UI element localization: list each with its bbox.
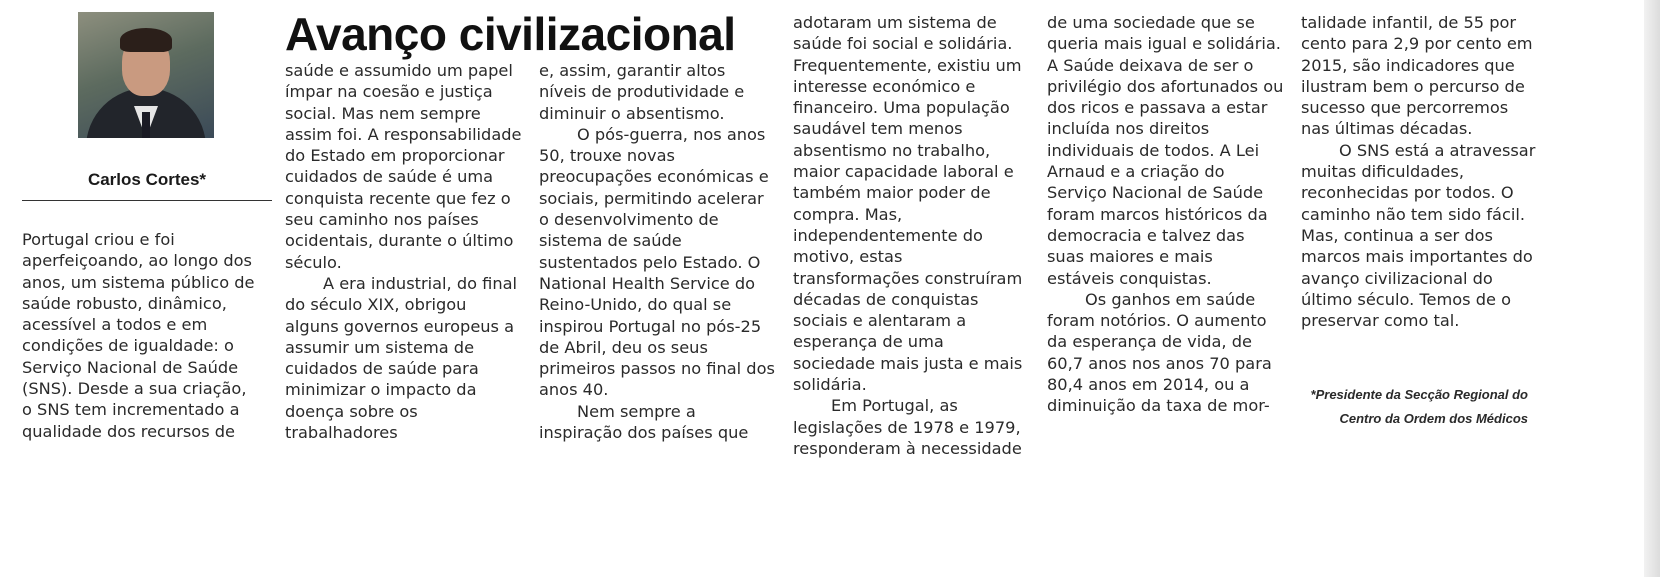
page-edge <box>1644 0 1660 577</box>
paragraph: Nem sempre a inspiração dos países que <box>539 401 749 443</box>
author-name: Carlos Cortes* <box>22 170 272 201</box>
paragraph: Em Portugal, as legislações de 1978 e 1979, responderam à necessidade <box>793 396 1022 458</box>
author-photo <box>78 12 214 138</box>
paragraph: e, assim, garantir altos níveis de produtividade e diminuir o absentismo. <box>539 61 745 123</box>
paragraph: Portugal criou e foi aperfeiçoando, ao longo dos anos, um sistema público de saúde robusto, dinâmico, acessível a todos e em condições de igualdade: o Serviço Nacional de Saúde (SNS). Desde a sua criação, o SNS tem incrementado a qualidade dos recursos de <box>22 230 255 441</box>
paragraph: saúde e assumido um papel ímpar na coesão e justiça social. Mas nem sempre assim foi. A responsabilidade do Estado em proporcionar cuidados de saúde é uma conquista recente que fez o seu caminho nos países ocidentais, durante o último século. <box>285 61 522 272</box>
column-3 <box>539 60 777 443</box>
article-headline: Avanço civilizacional <box>285 8 736 60</box>
column-2 <box>285 60 523 443</box>
paragraph: A era industrial, do final do século XIX, obrigou alguns governos europeus a assumir um sistema de cuidados de saúde para minimizar o impacto da doença sobre os trabalhadores <box>285 273 518 443</box>
paragraph: O SNS está a atravessar muitas dificuldades, reconhecidas por todos. O caminho não tem sido fácil. Mas, continua a ser dos marcos mais importantes do avanço civilizacional do último século. Temos de o preservar como tal. <box>1301 140 1536 331</box>
paragraph: adotaram um sistema de saúde foi social e solidária. Frequentemente, existiu um interesse económico e financeiro. Uma população saudável tem menos absentismo no trabalho, maior capacidade laboral e também maior poder de compra. Mas, independentemente do motivo, estas transformações construíram décadas de conquistas sociais e alentaram a esperança de uma sociedade mais justa e mais solidária. <box>793 13 1023 395</box>
column-6 <box>1301 12 1539 331</box>
author-box <box>22 12 272 201</box>
column-1 <box>22 229 260 442</box>
paragraph: de uma sociedade que se queria mais igual e solidária. A Saúde deixava de ser o privilégio dos afortunados ou dos ricos e passava a estar incluída nos direitos individuais de todos. A Lei Arnaud e a criação do Serviço Nacional de Saúde foram marcos históricos da democracia e talvez das suas maiores e mais estáveis conquistas. <box>1047 13 1284 288</box>
paragraph: Os ganhos em saúde foram notórios. O aumento da esperança de vida, de 60,7 anos nos anos 70 para 80,4 anos em 2014, ou a diminuição da taxa de mor- <box>1047 289 1272 416</box>
column-4 <box>793 12 1031 459</box>
paragraph: O pós-guerra, nos anos 50, trouxe novas preocupações económicas e sociais, permitindo acelerar o desenvolvimento de sistema de saúde sustentados pelo Estado. O National Health Service do Reino-Unido, do qual se inspirou Portugal no pós-25 de Abril, deu os seus primeiros passos no final dos anos 40. <box>539 124 775 400</box>
column-5 <box>1047 12 1285 417</box>
author-signature: *Presidente da Secção Regional do Centro da Ordem dos Médicos <box>1310 387 1528 426</box>
paragraph: talidade infantil, de 55 por cento para 2,9 por cento em 2015, são indicadores que ilustram bem o percurso de sucesso que percorremos nas últimas décadas. <box>1301 13 1533 139</box>
